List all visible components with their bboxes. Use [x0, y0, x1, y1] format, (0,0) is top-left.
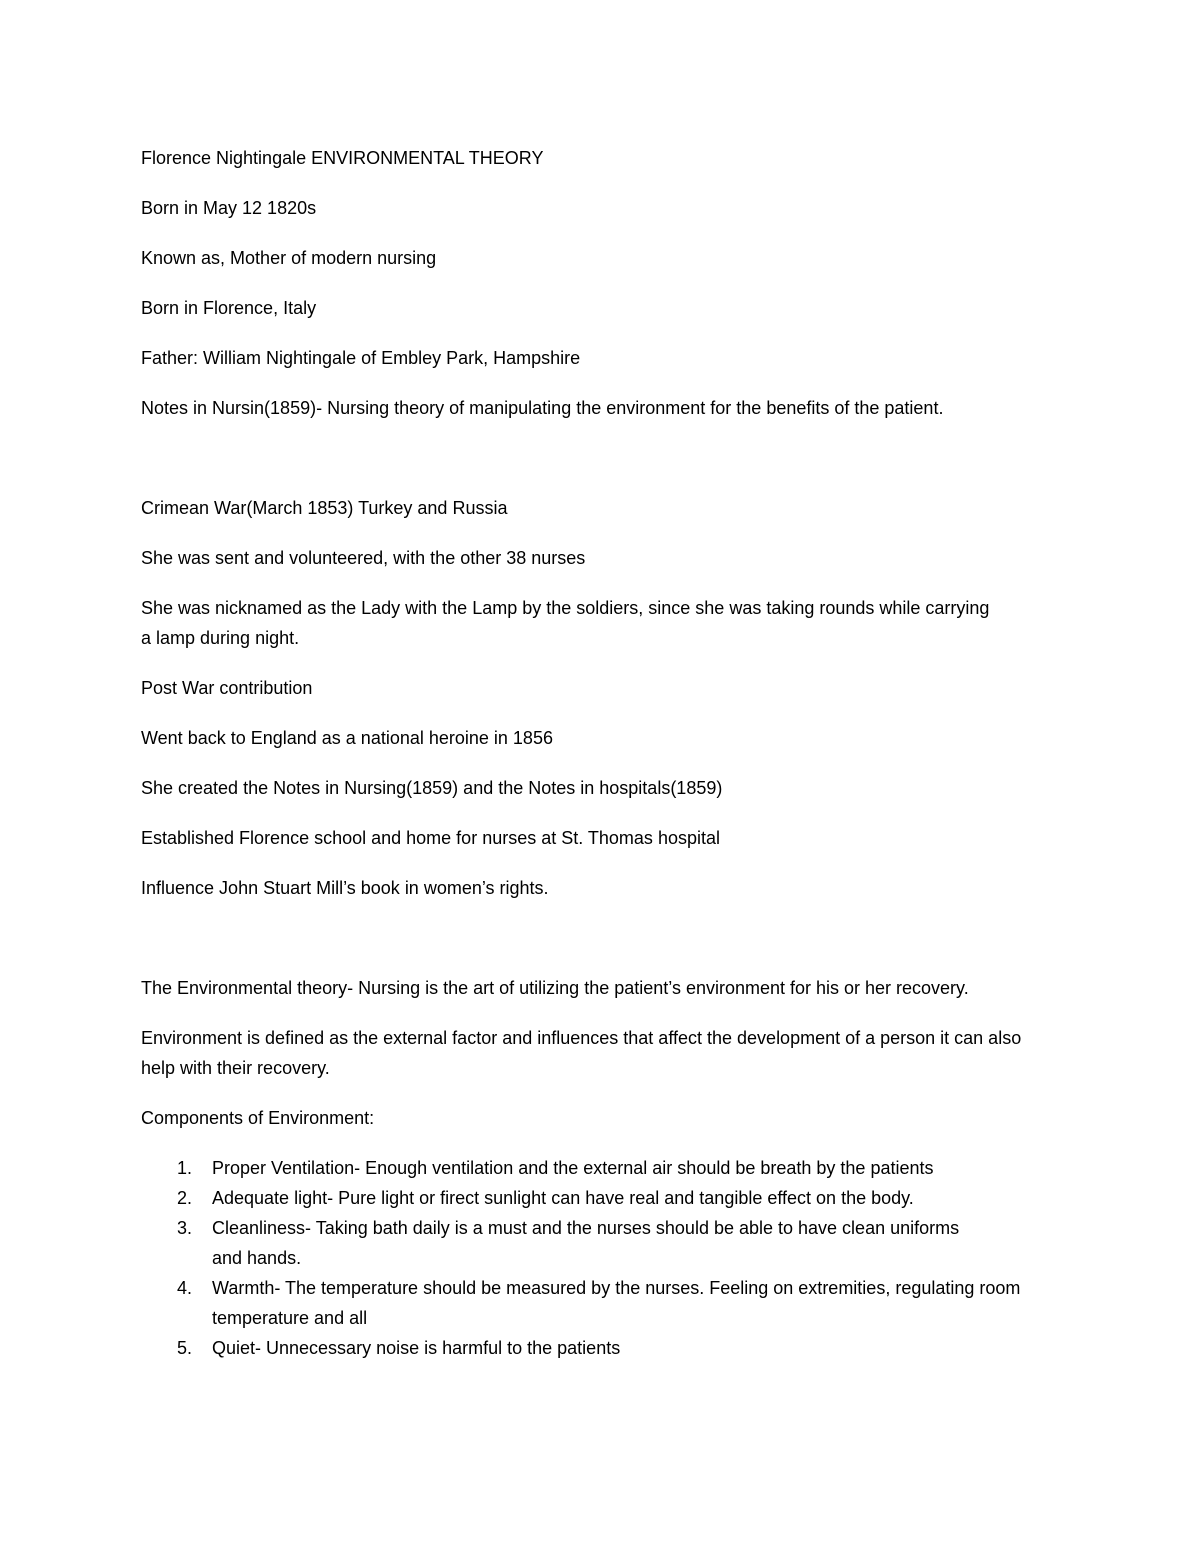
list-number: 2.	[177, 1188, 193, 1208]
list-item-text: Warmth- The temperature should be measured by the nurses. Feeling on extremities, regulating room temperature and all	[212, 1278, 1021, 1328]
document-body	[141, 143, 1061, 1363]
list-number: 5.	[177, 1338, 193, 1358]
paragraph-notes-in-nursing: Notes in Nursin(1859)- Nursing theory of manipulating the environment for the benefits of the patient.	[141, 398, 944, 418]
list-number: 3.	[177, 1218, 193, 1238]
paragraph-influence: Influence John Stuart Mill’s book in women’s rights.	[141, 878, 549, 898]
paragraph-school-established: Established Florence school and home for nurses at St. Thomas hospital	[141, 828, 720, 848]
list-item-text: Cleanliness- Taking bath daily is a must and the nurses should be able to have clean uniforms and hands.	[212, 1218, 960, 1268]
paragraph-birth-date: Born in May 12 1820s	[141, 198, 317, 218]
paragraph-crimean-war: Crimean War(March 1853) Turkey and Russia	[141, 498, 508, 518]
list-item	[141, 1213, 987, 1273]
list-number: 1.	[177, 1158, 193, 1178]
paragraph-components-heading: Components of Environment:	[141, 1108, 375, 1128]
paragraph-environment-definition: Environment is defined as the external factor and influences that affect the development of a person it can also help with their recovery.	[141, 1028, 1022, 1078]
paragraph-volunteered: She was sent and volunteered, with the other 38 nurses	[141, 548, 586, 568]
list-item-text: Adequate light- Pure light or firect sunlight can have real and tangible effect on the body.	[212, 1188, 914, 1208]
list-item	[141, 1273, 1062, 1333]
list-number: 4.	[177, 1278, 193, 1298]
paragraph-lady-with-lamp: She was nicknamed as the Lady with the Lamp by the soldiers, since she was taking rounds while carrying a lamp during night.	[141, 598, 990, 648]
blank-line	[141, 443, 1061, 493]
paragraph-national-heroine: Went back to England as a national heroine in 1856	[141, 728, 553, 748]
list-item	[141, 1333, 1061, 1363]
components-list	[141, 1153, 1061, 1363]
list-item	[141, 1153, 1061, 1183]
paragraph-post-war: Post War contribution	[141, 678, 313, 698]
blank-line	[141, 923, 1061, 973]
paragraph-notes-created: She created the Notes in Nursing(1859) and the Notes in hospitals(1859)	[141, 778, 723, 798]
list-item	[141, 1183, 1061, 1213]
paragraph-known-as: Known as, Mother of modern nursing	[141, 248, 437, 268]
list-item-text: Proper Ventilation- Enough ventilation and the external air should be breath by the patients	[212, 1158, 934, 1178]
paragraph-father: Father: William Nightingale of Embley Park, Hampshire	[141, 348, 581, 368]
list-item-text: Quiet- Unnecessary noise is harmful to the patients	[212, 1338, 621, 1358]
paragraph-birthplace: Born in Florence, Italy	[141, 298, 317, 318]
paragraph-environmental-theory: The Environmental theory- Nursing is the art of utilizing the patient’s environment for his or her recovery.	[141, 978, 969, 998]
document-title: Florence Nightingale ENVIRONMENTAL THEORY	[141, 148, 544, 168]
